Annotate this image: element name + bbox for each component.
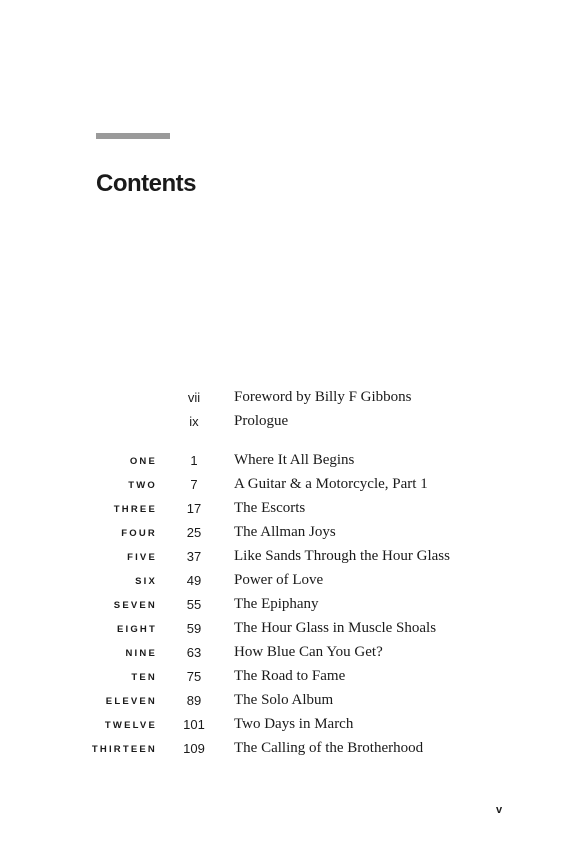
toc-title: The Escorts — [234, 500, 306, 516]
toc-page-number: 1 — [190, 453, 198, 468]
decorative-rule — [96, 133, 170, 139]
toc-entry-chapter-12[interactable] — [0, 714, 576, 738]
toc-page-number: ix — [189, 414, 199, 429]
toc-title: The Road to Fame — [234, 668, 346, 684]
toc-title: Where It All Begins — [234, 452, 355, 468]
toc-title: The Calling of the Brotherhood — [234, 740, 424, 756]
chapter-number: ELEVEN — [105, 696, 157, 707]
chapter-number: FIVE — [127, 552, 157, 563]
toc-page-number: 59 — [186, 621, 202, 636]
page-title: Contents — [96, 170, 196, 197]
toc-title: The Solo Album — [234, 692, 334, 708]
chapter-number: TEN — [131, 672, 157, 683]
toc-entry-chapter-1[interactable] — [0, 450, 576, 474]
toc-entry-chapter-3[interactable] — [0, 498, 576, 522]
chapter-number: FOUR — [121, 528, 157, 539]
toc-entry-chapter-9[interactable] — [0, 642, 576, 666]
toc-title: How Blue Can You Get? — [234, 644, 383, 660]
chapter-number: ONE — [129, 456, 157, 467]
toc-page-number: 49 — [186, 573, 202, 588]
toc-entry-chapter-7[interactable] — [0, 594, 576, 618]
toc-page-number: 89 — [186, 693, 202, 708]
chapter-number: SEVEN — [113, 600, 157, 611]
toc-entry-chapter-13[interactable] — [0, 738, 576, 762]
toc-title: The Hour Glass in Muscle Shoals — [234, 620, 437, 636]
chapter-number: THIRTEEN — [91, 744, 157, 755]
toc-page-number: 7 — [190, 477, 198, 492]
toc-page-number: 25 — [186, 525, 202, 540]
toc-title: The Epiphany — [234, 596, 319, 612]
chapter-number: TWO — [128, 480, 157, 491]
toc-page-number: 101 — [183, 717, 205, 732]
toc-page-number: 55 — [186, 597, 202, 612]
toc-entry-prologue[interactable] — [0, 411, 576, 435]
toc-title: Prologue — [234, 413, 289, 429]
toc-page-number: 63 — [186, 645, 202, 660]
toc-entry-chapter-8[interactable] — [0, 618, 576, 642]
toc-entry-chapter-10[interactable] — [0, 666, 576, 690]
chapter-number: EIGHT — [116, 624, 157, 635]
toc-entry-chapter-11[interactable] — [0, 690, 576, 714]
toc-page-number: 17 — [186, 501, 202, 516]
toc-title: The Allman Joys — [234, 524, 336, 540]
toc-entry-chapter-5[interactable] — [0, 546, 576, 570]
toc-title: Foreword by Billy F Gibbons — [234, 389, 412, 405]
chapter-number: TWELVE — [104, 720, 157, 731]
toc-entry-chapter-2[interactable] — [0, 474, 576, 498]
page-folio: v — [496, 804, 503, 816]
toc-entry-foreword[interactable] — [0, 387, 576, 411]
chapter-number: NINE — [125, 648, 157, 659]
toc-title: A Guitar & a Motorcycle, Part 1 — [234, 476, 428, 492]
toc-page-number: vii — [187, 390, 201, 405]
toc-entry-chapter-4[interactable] — [0, 522, 576, 546]
chapter-number: SIX — [135, 576, 157, 587]
toc-page-number: 37 — [186, 549, 202, 564]
toc-title: Like Sands Through the Hour Glass — [234, 548, 450, 564]
toc-page-number: 75 — [186, 669, 202, 684]
chapter-number: THREE — [113, 504, 157, 515]
toc-title: Two Days in March — [234, 716, 354, 732]
toc-page-number: 109 — [183, 741, 205, 756]
toc-entry-chapter-6[interactable] — [0, 570, 576, 594]
toc-title: Power of Love — [234, 572, 324, 588]
